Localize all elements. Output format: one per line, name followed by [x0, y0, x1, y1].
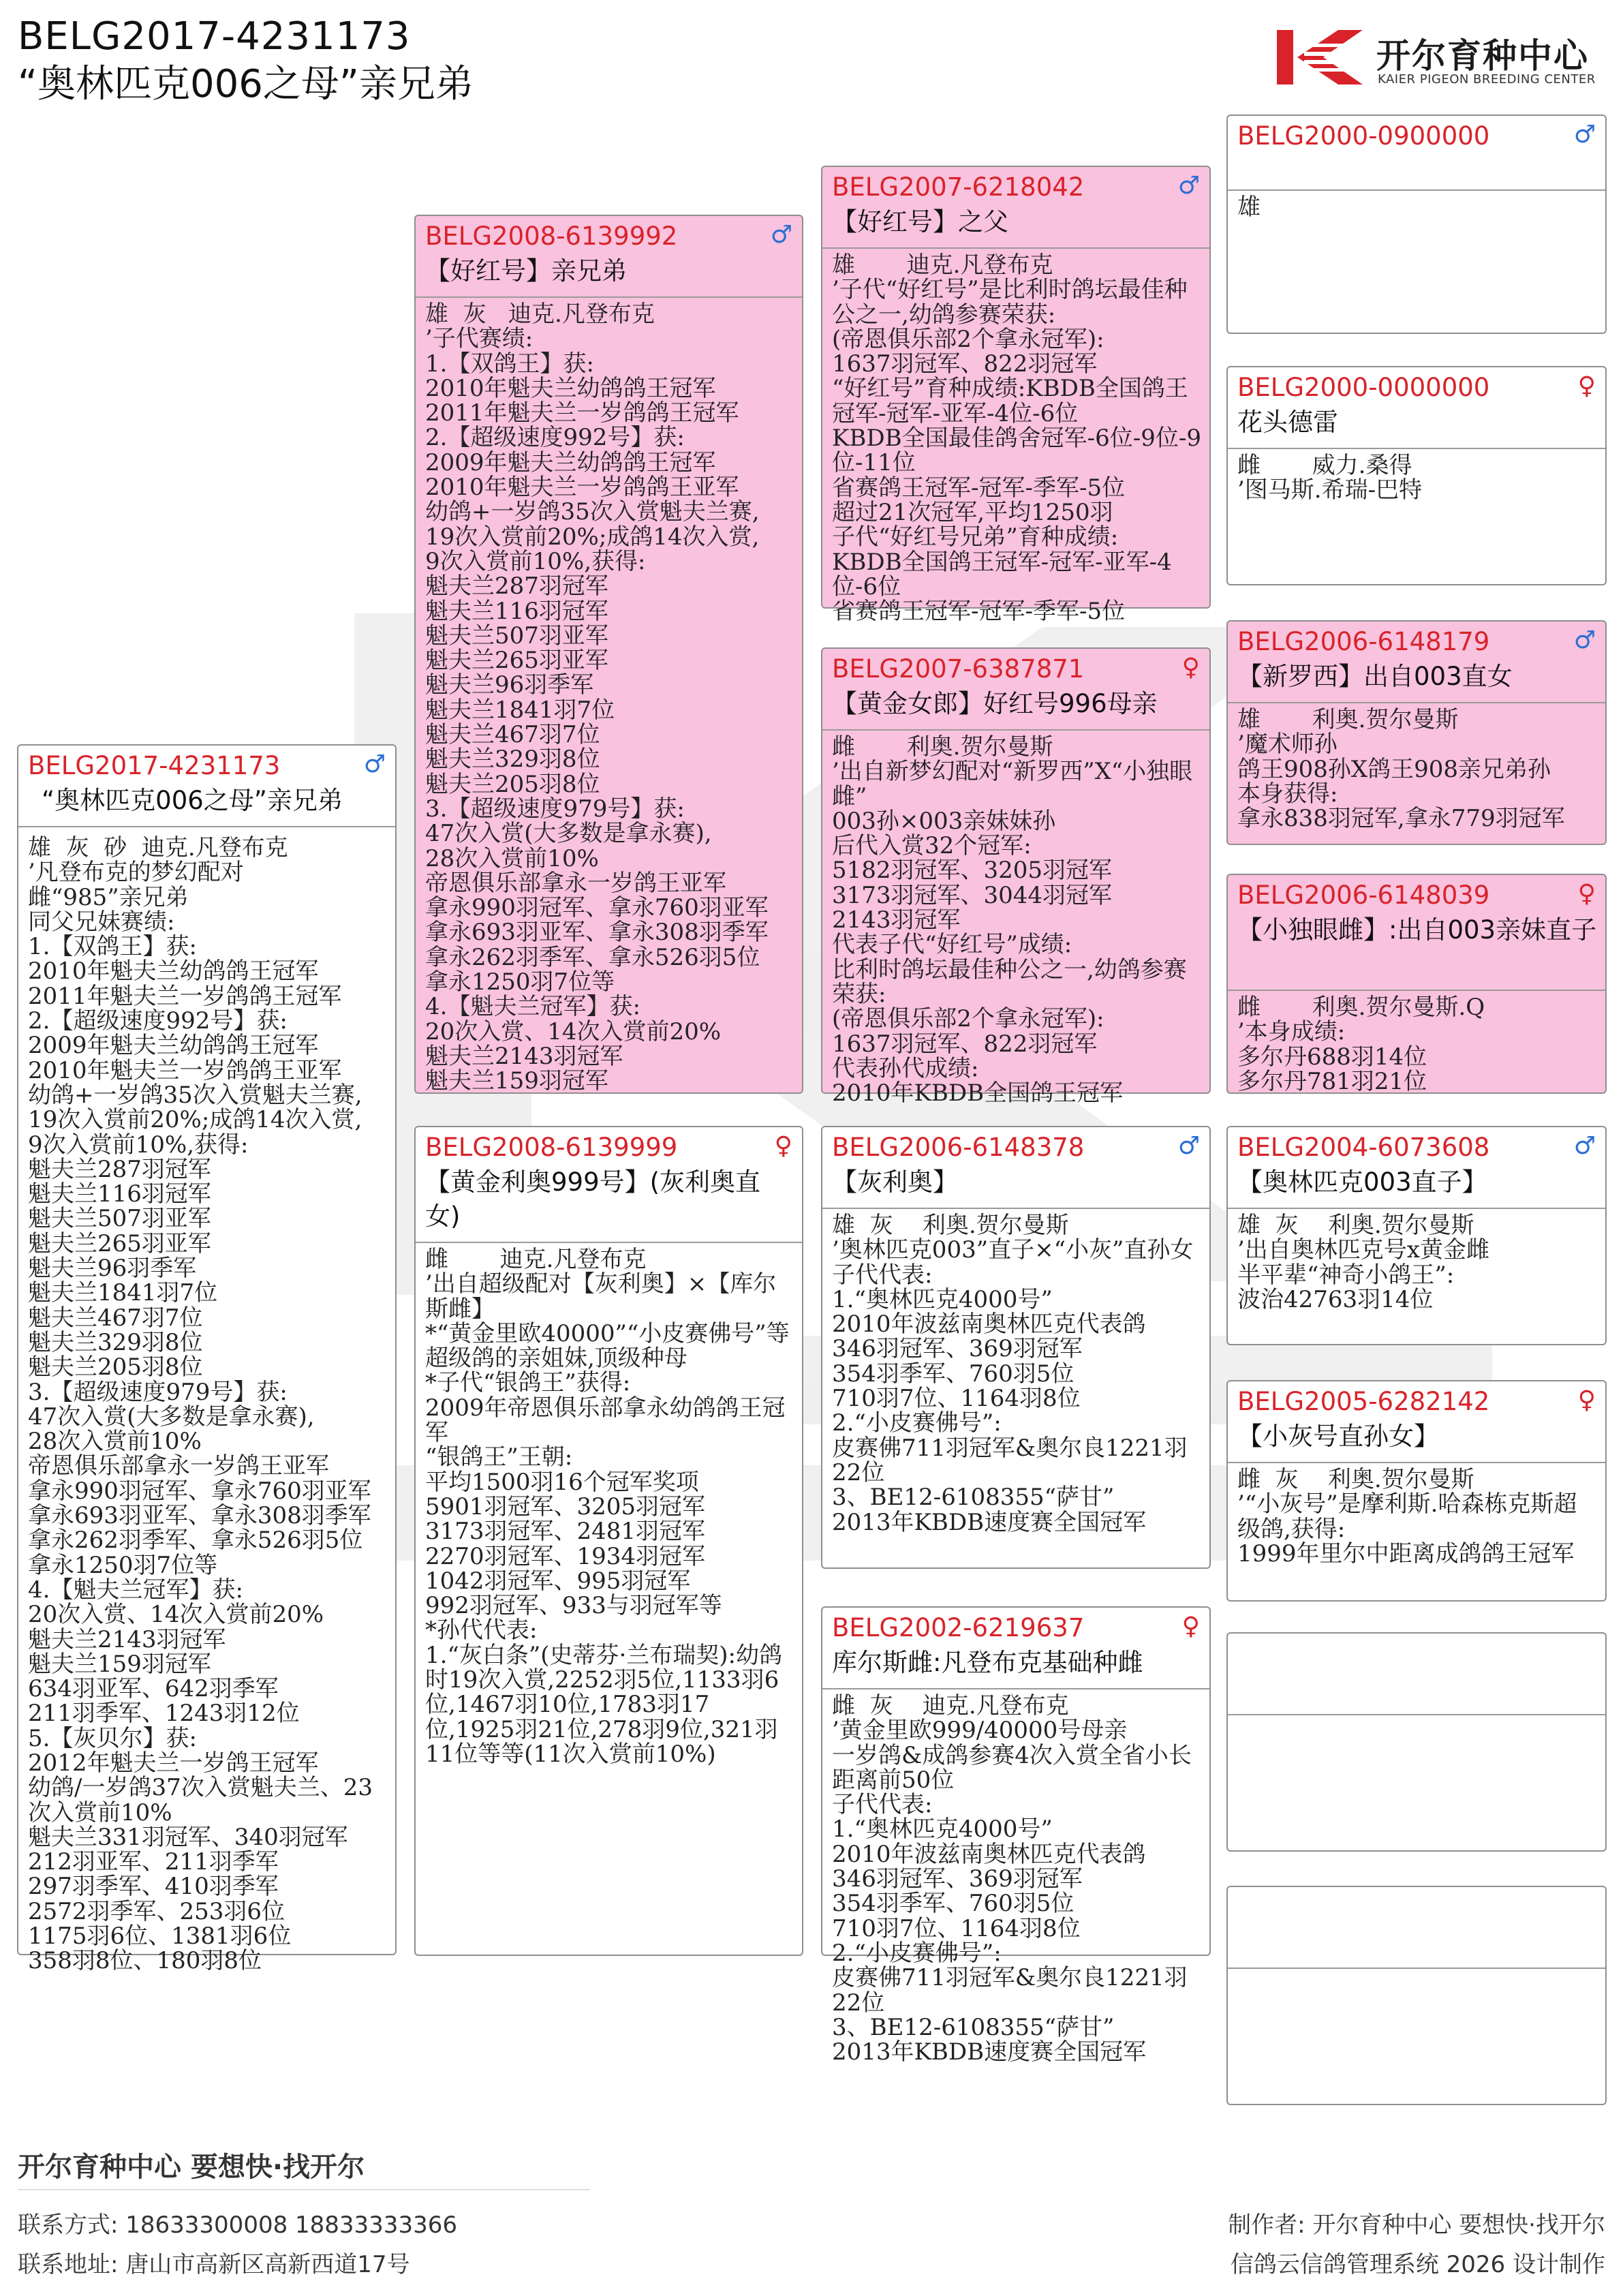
- card-divider: [1228, 189, 1605, 191]
- pigeon-notes: 雌 利奥.贺尔曼斯 ’出自新梦幻配对“新罗西”X“小独眼雌” 003孙×003亲妹妹孙 后代入赏32个冠军: 5182羽冠军、3205羽冠军 3173羽冠军、3044羽冠军 2143羽冠军 代表子代“好红号”成绩: 比利时鸽坛最佳种公之一,幼鸽参赛荣获: (帝恩俱乐部2个拿永冠军): 1637羽冠军、822羽冠军 代表孙代成绩: 2010年KBDB全国鸽王冠军: [832, 733, 1193, 1107]
- pedigree-card-ggp-8-empty[interactable]: [1226, 1886, 1607, 2105]
- ring-id: BELG2000-0000000: [1237, 373, 1490, 402]
- male-icon: ♂: [1573, 626, 1596, 654]
- pigeon-name: 【黄金女郎】好红号996母亲: [832, 689, 1158, 718]
- ring-id: BELG2006-6148039: [1237, 881, 1490, 910]
- female-icon: ♀: [1577, 880, 1596, 908]
- pedigree-card-sire-dam[interactable]: [821, 647, 1211, 1107]
- ring-id: BELG2007-6387871: [832, 654, 1085, 684]
- pedigree-card-ggp-7-empty[interactable]: [1226, 1632, 1607, 1852]
- footer-maker: 制作者: 开尔育种中心 要想快·找开尔: [1228, 2211, 1605, 2239]
- female-icon: ♀: [1181, 1612, 1200, 1640]
- pigeon-name: 【黄金利奥999号】(灰利奥直女): [425, 1167, 761, 1231]
- pigeon-name: 花头德雷: [1237, 408, 1338, 437]
- pigeon-name: 库尔斯雌:凡登布克基础种雌: [832, 1648, 1143, 1677]
- pigeon-name: 【新罗西】出自003直女: [1237, 662, 1513, 691]
- card-divider: [1228, 448, 1605, 449]
- pigeon-notes: 雄 灰 迪克.凡登布克 ’子代赛绩: 1.【双鸽王】获: 2010年魁夫兰幼鸽鸽王冠军 2011年魁夫兰一岁鸽鸽王冠军 2.【超级速度992号】获: 2009年魁夫兰幼鸽鸽王冠军 2010年魁夫兰一岁鸽鸽王亚军 幼鸽+一岁鸽35次入赏魁夫兰赛, 19次入赏前20%;成鸽14次入赏, 9次入赏前10%,获得: 魁夫兰287羽冠军 魁夫兰116羽冠军 魁夫兰507羽亚军 魁夫兰265羽亚军 魁夫兰96羽季军 魁夫兰1841羽7位 魁夫兰467羽7位 魁夫兰329羽8位 魁夫兰205羽8位 3.【超级速度979号】获: 47次入赏(大多数是拿永赛), 28次入赏前10% 帝恩俱乐部拿永一岁鸽王亚军 拿永990羽冠军、拿永760羽亚军 拿永693羽亚军、拿永308羽季军 拿永262羽季军、拿永526羽5位 拿永1250羽7位等 4.【魁夫兰冠军】获: 20次入赏、14次入赏前20% 魁夫兰2143羽冠军 魁夫兰159羽冠军: [425, 301, 769, 1095]
- kaier-k-logo-icon: [1273, 25, 1368, 90]
- pedigree-card-sire[interactable]: [414, 215, 803, 1094]
- pigeon-notes: 雌 利奥.贺尔曼斯.Q ’本身成绩: 多尔丹688羽14位 多尔丹781羽21位: [1237, 994, 1485, 1095]
- logo-name-zh: 开尔育种中心: [1376, 36, 1589, 76]
- pigeon-notes: 雌 威力.桑得 ’图马斯.希瑞-巴特: [1237, 452, 1423, 504]
- pigeon-notes: 雄 灰 利奥.贺尔曼斯 ’出自奥林匹克号x黄金雌 半平辈“神奇小鸽王”: 波治42763羽14位: [1237, 1212, 1489, 1313]
- ring-id: BELG2004-6073608: [1237, 1133, 1490, 1162]
- card-divider: [822, 1208, 1209, 1209]
- footer-system: 信鸽云信鸽管理系统 2026 设计制作: [1230, 2251, 1605, 2278]
- ring-id: BELG2005-6282142: [1237, 1387, 1490, 1416]
- pigeon-name: 【小独眼雌】:出自003亲妹直子: [1237, 915, 1597, 945]
- card-divider: [1228, 1714, 1605, 1715]
- male-icon: ♂: [1177, 1132, 1200, 1160]
- pigeon-notes: 雄 灰 利奥.贺尔曼斯 ’奥林匹克003”直子×“小灰”直孙女 子代代表: 1.“奥林匹克4000号” 2010年波兹南奥林匹克代表鸽 346羽冠军、369羽冠军 354羽季军、760羽5位 710羽7位、1164羽8位 2.“小皮赛佛号”: 皮赛佛711羽冠军&奥尔良1221羽22位 3、BE12-6108355“萨甘” 2013年KBDB速度赛全国冠军: [832, 1212, 1194, 1536]
- pedigree-card-ggp-6[interactable]: [1226, 1380, 1607, 1602]
- footer-brand: 开尔育种中心 要想快·找开尔: [18, 2152, 365, 2183]
- pedigree-card-dam[interactable]: [414, 1126, 803, 1956]
- pedigree-card-dam-sire[interactable]: [821, 1126, 1211, 1569]
- ring-id: BELG2000-0900000: [1237, 121, 1490, 151]
- ring-id: BELG2002-6219637: [832, 1613, 1085, 1642]
- pedigree-card-ggp-5[interactable]: [1226, 1126, 1607, 1345]
- female-icon: ♀: [774, 1132, 792, 1160]
- pigeon-notes: 雌 灰 迪克.凡登布克 ’黄金里欧999/40000号母亲 一岁鸽&成鸽参赛4次入赏全省小长距离前50位 子代代表: 1.“奥林匹克4000号” 2010年波兹南奥林匹克代表鸽 346羽冠军、369羽冠军 354羽季军、760羽5位 710羽7位、1164羽8位 2.“小皮赛佛号”: 皮赛佛711羽冠军&奥尔良1221羽22位 3、BE12-6108355“萨甘” 2013年KBDB速度赛全国冠军: [832, 1692, 1192, 2066]
- ring-id: BELG2006-6148179: [1237, 627, 1490, 656]
- ring-id: BELG2008-6139999: [425, 1133, 678, 1162]
- card-divider: [1228, 990, 1605, 991]
- footer-contact: 联系方式: 18633300008 18833333366: [18, 2211, 457, 2239]
- pedigree-card-ggp-2[interactable]: [1226, 366, 1607, 585]
- pedigree-card-ggp-3[interactable]: [1226, 620, 1607, 845]
- card-divider: [1228, 1968, 1605, 1969]
- ring-id: BELG2006-6148378: [832, 1133, 1085, 1162]
- pedigree-card-ggp-4[interactable]: [1226, 874, 1607, 1094]
- page-ring-id: BELG2017-4231173: [18, 14, 411, 59]
- pigeon-notes: 雄 利奥.贺尔曼斯 ’魔术师孙 鸽王908孙X鸽王908亲兄弟孙 本身获得: 拿永838羽冠军,拿永779羽冠军: [1237, 706, 1565, 833]
- pigeon-name: 【小灰号直孙女】: [1237, 1422, 1439, 1451]
- pigeon-name: 【好红号】之父: [832, 207, 1008, 236]
- pedigree-card-ggp-1[interactable]: [1226, 114, 1607, 334]
- pigeon-name: 【灰利奥】: [832, 1167, 958, 1197]
- pigeon-notes: 雄 迪克.凡登布克 ’子代“好红号”是比利时鸽坛最佳种公之一,幼鸽参赛荣获: (帝恩俱乐部2个拿永冠军): 1637羽冠军、822羽冠军 “好红号”育种成绩:KBDB全国鸽王冠军-冠军-亚军-4位-6位 KBDB全国最佳鸽舍冠军-6位-9位-9位-11位 省赛鸽王冠军-冠军-季军-5位 超过21次冠军,平均1250羽 子代“好红号兄弟”育种成绩: KBDB全国鸽王冠军-冠军-亚军-4位-6位 省赛鸽王冠军-冠军-季军-5位: [832, 251, 1201, 626]
- pedigree-card-sire-sire[interactable]: [821, 166, 1211, 626]
- logo-name-en: KAIER PIGEON BREEDING CENTER: [1378, 72, 1596, 87]
- pigeon-notes: 雌 灰 利奥.贺尔曼斯 ’“小灰号”是摩利斯.哈森栋克斯超级鸽,获得: 1999年里尔中距离成鸽鸽王冠军: [1237, 1466, 1577, 1567]
- pigeon-notes: 雌 迪克.凡登布克 ’出自超级配对【灰利奥】×【库尔斯雌】 *“黄金里欧40000”“小皮赛佛号”等超级鸽的亲姐妹,顶级种母 *子代“银鸽王”获得: 2009年帝恩俱乐部拿永幼鸽鸽王冠军 “银鸽王”王朝: 平均1500羽16个冠军奖项 5901羽冠军、3205羽冠军 3173羽冠军、2481羽冠军 2270羽冠军、1934羽冠军 1042羽冠军、995羽冠军 992羽冠军、933与羽冠军等 *孙代代表: 1.“灰白条”(史蒂芬·兰布瑞契):幼鸽时19次入赏,2252羽5位,1133羽6位,1467羽10位,1783羽17位,1925羽21位,278羽9位,321羽11位等等(11次入赏前10%): [425, 1246, 790, 1768]
- card-divider: [1228, 1462, 1605, 1463]
- female-icon: ♀: [1577, 372, 1596, 400]
- kaier-logo: [1273, 25, 1607, 90]
- pigeon-notes: 雄 灰 砂 迪克.凡登布克 ’凡登布克的梦幻配对 雌“985”亲兄弟 同父兄妹赛绩: 1.【双鸽王】获: 2010年魁夫兰幼鸽鸽王冠军 2011年魁夫兰一岁鸽鸽王冠军 2.【超级速度992号】获: 2009年魁夫兰幼鸽鸽王冠军 2010年魁夫兰一岁鸽鸽王亚军 幼鸽+一岁鸽35次入赏魁夫兰赛, 19次入赏前20%;成鸽14次入赏, 9次入赏前10%,获得: 魁夫兰287羽冠军 魁夫兰116羽冠军 魁夫兰507羽亚军 魁夫兰265羽亚军 魁夫兰96羽季军 魁夫兰1841羽7位 魁夫兰467羽7位 魁夫兰329羽8位 魁夫兰205羽8位 3.【超级速度979号】获: 47次入赏(大多数是拿永赛), 28次入赏前10% 帝恩俱乐部拿永一岁鸽王亚军 拿永990羽冠军、拿永760羽亚军 拿永693羽亚军、拿永308羽季军 拿永262羽季军、拿永526羽5位 拿永1250羽7位等 4.【魁夫兰冠军】获: 20次入赏、14次入赏前20% 魁夫兰2143羽冠军 魁夫兰159羽冠军 634羽亚军、642羽季军 211羽季军、1243羽12位 5.【灰贝尔】获: 2012年魁夫兰一岁鸽王冠军 幼鸽/一岁鸽37次入赏魁夫兰、23 次入赏前10% 魁夫兰331羽冠军、340羽冠军 212羽亚军、211羽季军 297羽季军、410羽季军 2572羽季军、253羽6位 1175羽6位、1381羽6位 358羽8位、180羽8位: [28, 834, 373, 1975]
- male-icon: ♂: [1573, 1132, 1596, 1160]
- card-divider: [18, 826, 395, 827]
- pigeon-name: 【好红号】亲兄弟: [425, 256, 627, 286]
- pigeon-notes: 雄: [1237, 194, 1261, 221]
- male-icon: ♂: [1177, 172, 1200, 200]
- male-icon: ♂: [770, 221, 792, 249]
- card-divider: [822, 247, 1209, 249]
- page-title: “奥林匹克006之母”亲兄弟: [18, 62, 474, 106]
- card-divider: [416, 296, 802, 298]
- male-icon: ♂: [363, 750, 386, 778]
- pedigree-card-subject[interactable]: [17, 744, 397, 1975]
- pedigree-card-dam-dam[interactable]: [821, 1606, 1211, 2066]
- pigeon-name: 【奥林匹克003直子】: [1237, 1167, 1487, 1197]
- ring-id: BELG2007-6218042: [832, 172, 1085, 202]
- female-icon: ♀: [1181, 654, 1200, 682]
- female-icon: ♀: [1577, 1386, 1596, 1414]
- pigeon-name: “奥林匹克006之母”亲兄弟: [42, 786, 343, 815]
- ring-id: BELG2008-6139992: [425, 221, 678, 251]
- footer-divider: [18, 2189, 590, 2190]
- male-icon: ♂: [1573, 121, 1596, 149]
- footer-address: 联系地址: 唐山市高新区高新西道17号: [18, 2251, 410, 2278]
- card-divider: [1228, 1208, 1605, 1209]
- ring-id: BELG2017-4231173: [28, 751, 281, 780]
- card-divider: [416, 1242, 802, 1243]
- card-divider: [822, 1688, 1209, 1689]
- card-divider: [1228, 702, 1605, 703]
- card-divider: [822, 729, 1209, 731]
